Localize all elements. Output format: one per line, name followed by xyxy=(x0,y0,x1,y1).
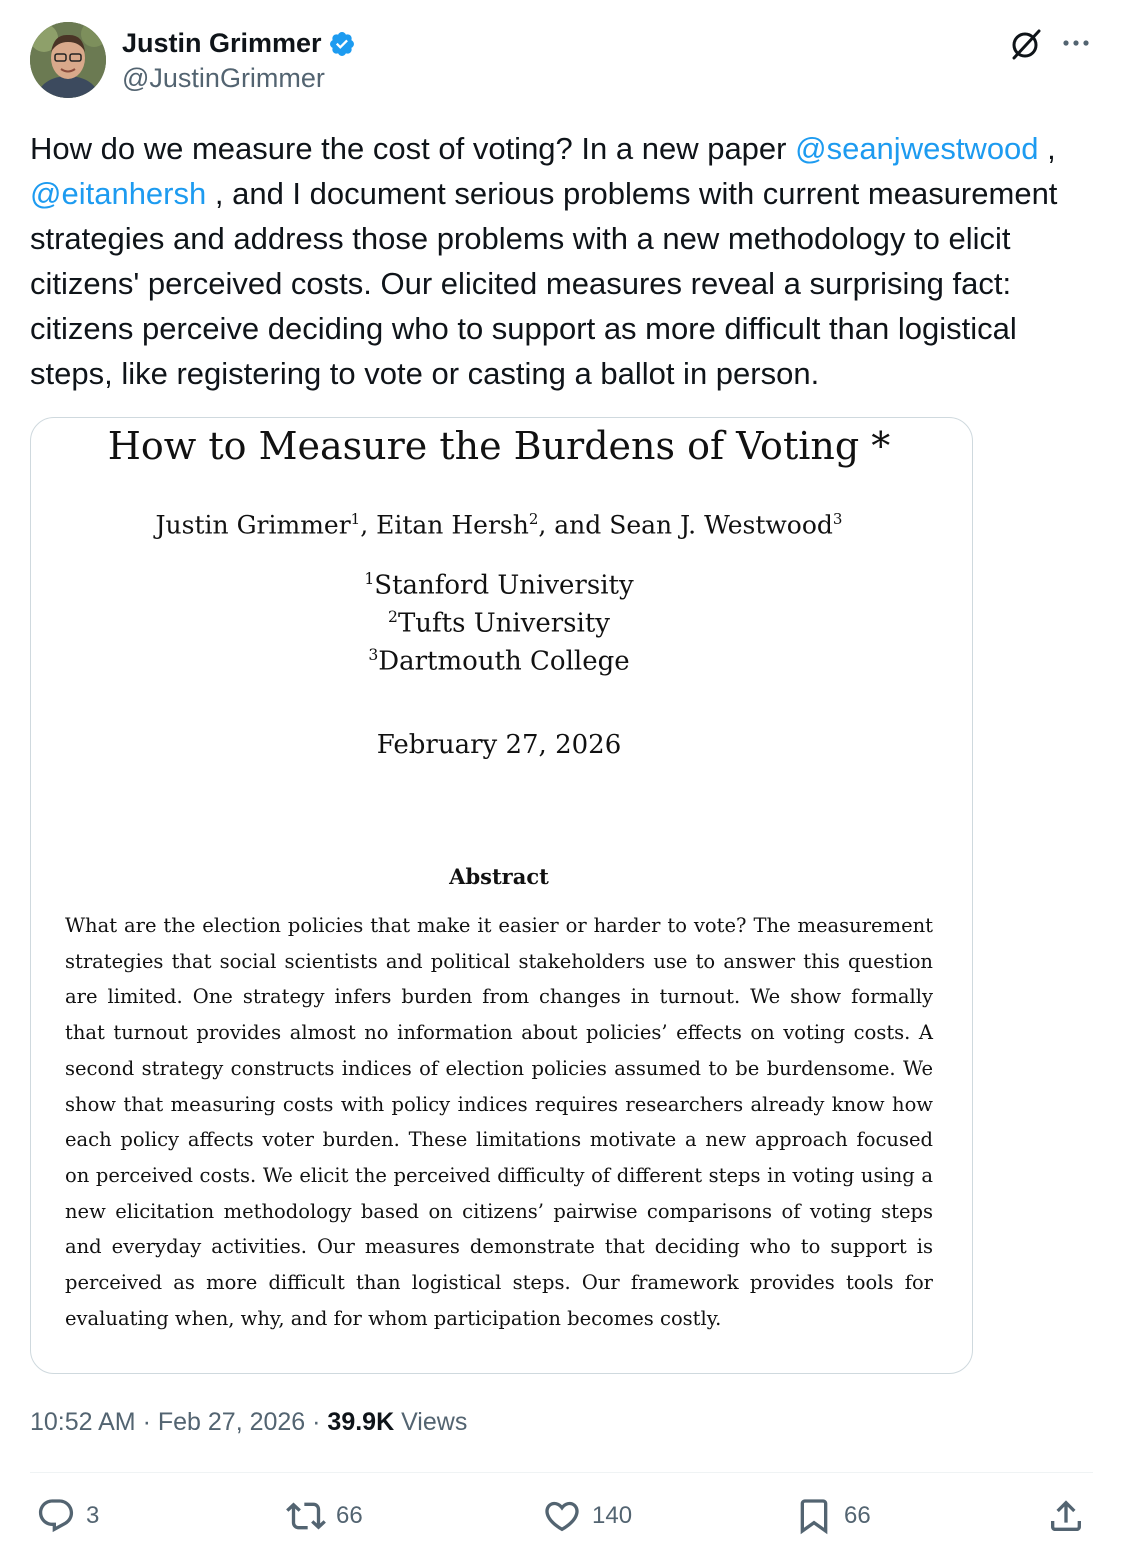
paper-affiliation: $^3$Dartmouth College xyxy=(368,646,630,677)
repost-icon xyxy=(286,1496,326,1536)
tweet-text xyxy=(30,126,1100,396)
like-icon xyxy=(542,1496,582,1536)
repost-count: 66 xyxy=(336,1502,363,1529)
repost-button[interactable] xyxy=(286,1496,363,1536)
mention-link[interactable]: @eitanhersh xyxy=(30,176,207,211)
author-info xyxy=(122,28,356,94)
author-name[interactable]: Justin Grimmer xyxy=(122,28,322,58)
tweet-meta xyxy=(30,1408,467,1437)
meta-separator: · xyxy=(305,1408,328,1436)
paper-title: How to Measure the Burdens of Voting * xyxy=(107,424,891,468)
like-button[interactable] xyxy=(542,1496,632,1536)
like-count: 140 xyxy=(592,1502,633,1529)
reply-count: 3 xyxy=(86,1502,100,1529)
paper-date: February 27, 2026 xyxy=(376,730,622,760)
bookmark-icon xyxy=(794,1496,834,1536)
author-handle[interactable]: @JustinGrimmer xyxy=(122,63,325,93)
reply-icon xyxy=(36,1496,76,1536)
avatar[interactable] xyxy=(30,22,106,98)
paper-affiliation: $^2$Tufts University xyxy=(388,608,610,639)
tweet-text-segment: , xyxy=(1038,131,1056,166)
verified-badge-icon xyxy=(328,30,356,58)
meta-separator: · xyxy=(135,1408,158,1436)
share-icon xyxy=(1046,1496,1086,1536)
views-count: 39.9K xyxy=(327,1408,395,1436)
tweet-header xyxy=(30,22,1095,102)
divider xyxy=(30,1472,1093,1473)
more-options-icon[interactable] xyxy=(1058,28,1094,58)
share-button[interactable] xyxy=(1046,1496,1086,1536)
grok-icon[interactable] xyxy=(1008,26,1044,62)
bookmark-count: 66 xyxy=(844,1502,871,1529)
tweet-text-segment: How do we measure the cost of voting? In a new paper xyxy=(30,131,796,166)
tweet-time[interactable]: 10:52 AM xyxy=(30,1408,136,1436)
tweet-date[interactable]: Feb 27, 2026 xyxy=(157,1408,306,1436)
abstract-text: What are the election policies that make it easier or harder to vote? The measurement strategies that social scientists and political stakeholders use to answer this question are limited. One strategy infers burden from changes in turnout. We show formally that turnout provides almost no information about policies’ effects on voting costs. A second strategy constructs indices of election policies assumed to be burdensome. We show that measuring costs with policy indices requires researchers already know how each policy affects voter burden. These limitations motivate a new approach focused on perceived costs. We elicit the perceived difficulty of different steps in voting using a new elicitation methodology based on citizens’ pairwise comparisons of voting steps and everyday activities. Our measures demonstrate that deciding who to support is perceived as more difficult than logistical steps. Our framework provides tools for evaluating when, why, and for whom participation becomes costly. xyxy=(65,914,933,1330)
paper-affiliation: $^1$Stanford University xyxy=(364,570,634,601)
abstract-heading: Abstract xyxy=(449,864,549,889)
tweet-text-segment: , and I document serious problems with current measurement strategies and address those problems with a new methodology to elicit citizens' perceived costs. Our elicited measures reveal a surprising fact: citizens perceive deciding who to support as more difficult than logistical steps, like registering to vote or casting a ballot in person. xyxy=(30,176,1058,391)
attached-image[interactable] xyxy=(30,417,973,1374)
mention-link[interactable]: @seanjwestwood xyxy=(795,131,1039,166)
reply-button[interactable] xyxy=(36,1496,99,1536)
bookmark-button[interactable] xyxy=(794,1496,871,1536)
action-bar xyxy=(30,1496,1093,1546)
views-label: Views xyxy=(394,1408,468,1436)
paper-authors: Justin Grimmer$^1$, Eitan Hersh$^2$, and Sean J. Westwood$^3$ xyxy=(155,510,843,540)
